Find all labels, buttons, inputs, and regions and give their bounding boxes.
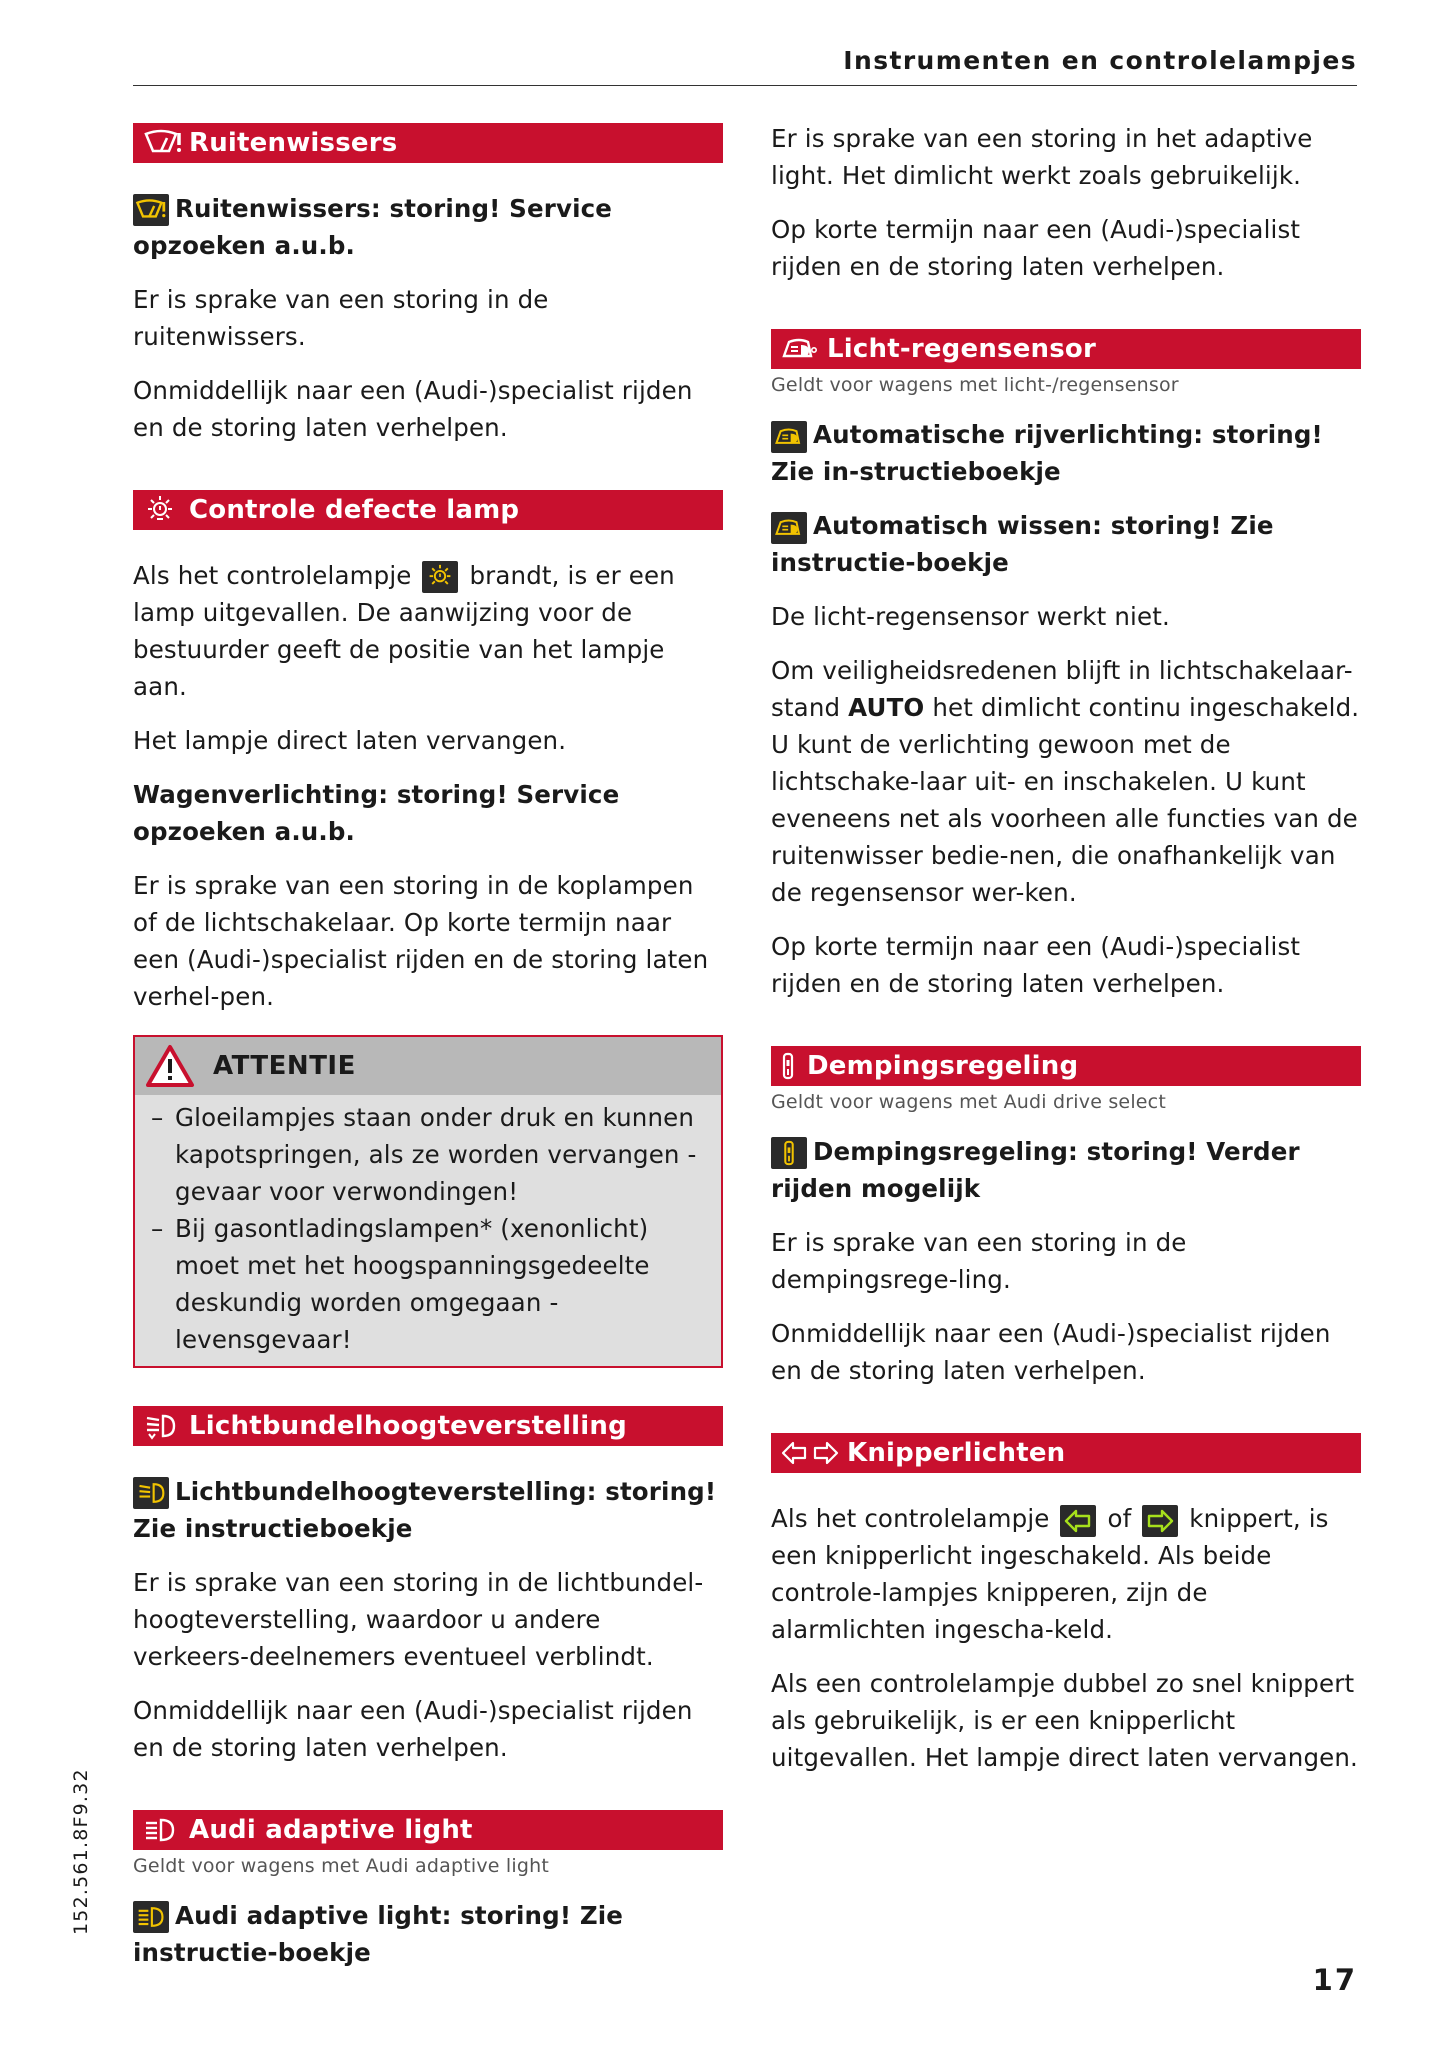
section-title: Knipperlichten (847, 1438, 1066, 1468)
section-bar-dempingsregeling (771, 1046, 1361, 1086)
headlight-range-lamp-icon (133, 1477, 169, 1509)
section-bar-audi-adaptive-light (133, 1810, 723, 1850)
damping-lamp-icon (771, 1137, 807, 1169)
message-rijverlichting: Automatische rijverlichting: storing! Zie in-structieboekje (771, 420, 1323, 486)
paragraph: Als een controlelampje dubbel zo snel knippert als gebruikelijk, is er een knipperlicht uitgevallen. Het lampje direct laten vervangen. (771, 1669, 1358, 1772)
paragraph: Het lampje direct laten vervangen. (133, 726, 567, 755)
message-dempingsregeling: Dempingsregeling: storing! Verder rijden mogelijk (771, 1137, 1300, 1203)
warning-box (133, 1035, 723, 1368)
paragraph: Er is sprake van een storing in de ruitenwissers. (133, 285, 549, 351)
section-bar-licht-regensensor (771, 329, 1361, 369)
headlight-range-icon (143, 1411, 185, 1441)
section-title: Dempingsregeling (807, 1051, 1079, 1081)
left-column (133, 123, 723, 1971)
light-rain-sensor-icon (781, 334, 823, 364)
page-header-title: Instrumenten en controlelampjes (843, 46, 1357, 75)
adaptive-light-icon (143, 1815, 185, 1845)
section-title: Audi adaptive light (189, 1815, 473, 1845)
document-code: 152.561.8F9.32 (70, 1768, 92, 1935)
section-bar-knipperlichten (771, 1433, 1361, 1473)
paragraph: Er is sprake van een storing in het adaptive light. Het dimlicht werkt zoals gebruikelijk. (771, 124, 1313, 190)
paragraph: Als het controlelampje of knippert, is een knipperlicht ingeschakeld. Als beide controle-lampjes knipperen, zijn de alarmlichten ingescha-keld. (771, 1504, 1329, 1644)
paragraph: Er is sprake van een storing in de dempingsrege-ling. (771, 1228, 1187, 1294)
section-title: Controle defecte lamp (189, 495, 520, 525)
paragraph: Om veiligheidsredenen blijft in lichtschakelaar-stand AUTO het dimlicht continu ingeschakeld. U kunt de verlichting gewoon met de lichtschake-laar uit- en inschakelen. U kunt eveneens net als voorheen alle functies van de ruitenwisser bedie-nen, die onafhankelijk van de regensensor wer-ken. (771, 656, 1360, 907)
wiper-warning-icon (143, 128, 185, 158)
section-title: Ruitenwissers (189, 128, 398, 158)
bulb-lamp-icon (422, 561, 458, 593)
paragraph: Als het controlelampje brandt, is er een lamp uitgevallen. De aanwijzing voor de bestuurder geeft de positie van het lampje aan. (133, 561, 675, 701)
warning-triangle-icon (145, 1044, 195, 1088)
turn-signal-icon (781, 1438, 843, 1468)
rain-sensor-lamp-icon (771, 512, 807, 544)
section-title: Licht-regensensor (827, 334, 1097, 364)
warning-header (135, 1037, 721, 1095)
turn-right-lamp-icon (1142, 1505, 1178, 1537)
section-bar-lichtbundelhoogteverstelling (133, 1406, 723, 1446)
section-title: Lichtbundelhoogteverstelling (189, 1411, 627, 1441)
paragraph: De licht-regensensor werkt niet. (771, 602, 1170, 631)
warning-title: ATTENTIE (213, 1051, 356, 1081)
paragraph: Onmiddellijk naar een (Audi-)specialist rijden en de storing laten verhelpen. (133, 376, 693, 442)
message-automatisch-wissen: Automatisch wissen: storing! Zie instructie-boekje (771, 511, 1274, 577)
wiper-lamp-icon (133, 194, 169, 226)
damping-icon (781, 1051, 803, 1081)
warning-item: – Gloeilampjes staan onder druk en kunnen kapotspringen, als ze worden vervangen - gevaar voor verwondingen! (151, 1103, 697, 1206)
applies-note: Geldt voor wagens met Audi adaptive light (133, 1855, 550, 1877)
message-lichtbundel: Lichtbundelhoogteverstelling: storing! Zie instructieboekje (133, 1477, 717, 1543)
applies-note: Geldt voor wagens met Audi drive select (771, 1091, 1166, 1113)
paragraph: Er is sprake van een storing in de koplampen of de lichtschakelaar. Op korte termijn naar een (Audi-)specialist rijden en de storing laten verhel-pen. (133, 871, 709, 1011)
message-wipers: Ruitenwissers: storing! Service opzoeken a.u.b. (133, 194, 613, 260)
paragraph: Onmiddellijk naar een (Audi-)specialist rijden en de storing laten verhelpen. (133, 1696, 693, 1762)
message-wagenverlichting: Wagenverlichting: storing! Service opzoeken a.u.b. (133, 780, 620, 846)
warning-item: – Bij gasontladingslampen* (xenonlicht) moet met het hoogspanningsgedeelte deskundig worden omgegaan - levensgevaar! (151, 1214, 650, 1354)
bulb-defect-icon (143, 495, 185, 525)
page-number: 17 (1312, 1963, 1357, 1997)
adaptive-light-lamp-icon (133, 1901, 169, 1933)
section-bar-controle-defecte-lamp (133, 490, 723, 530)
message-adaptive-light: Audi adaptive light: storing! Zie instructie-boekje (133, 1901, 624, 1967)
right-column (771, 120, 1361, 1776)
paragraph: Er is sprake van een storing in de lichtbundel-hoogteverstelling, waardoor u andere verkeers-deelnemers eventueel verblindt. (133, 1568, 704, 1671)
header-rule (133, 85, 1357, 86)
turn-left-lamp-icon (1060, 1505, 1096, 1537)
paragraph: Onmiddellijk naar een (Audi-)specialist rijden en de storing laten verhelpen. (771, 1319, 1331, 1385)
paragraph: Op korte termijn naar een (Audi-)specialist rijden en de storing laten verhelpen. (771, 932, 1301, 998)
paragraph: Op korte termijn naar een (Audi-)specialist rijden en de storing laten verhelpen. (771, 215, 1301, 281)
section-bar-ruitenwissers (133, 123, 723, 163)
light-sensor-lamp-icon (771, 421, 807, 453)
applies-note: Geldt voor wagens met licht-/regensensor (771, 374, 1179, 396)
